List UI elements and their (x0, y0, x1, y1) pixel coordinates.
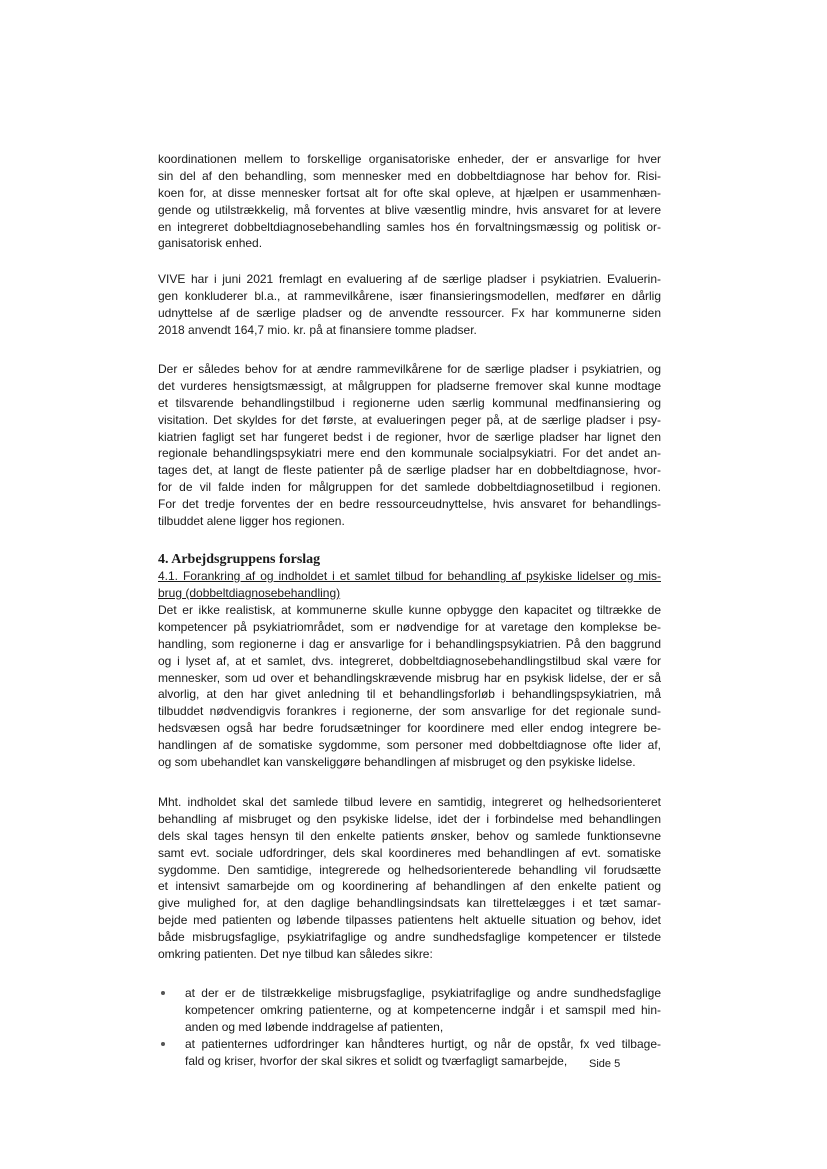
bullet-item (158, 985, 661, 1036)
text-line: koen for, at disse mennesker fortsat alt for ofte skal opleve, at hjælpen er usammenhæn- (158, 185, 661, 200)
text-line: både misbrugsfaglige, psykiatrifaglige og andre sundhedsfaglige kompetencer er tilstede (158, 930, 661, 945)
bullet-icon (161, 1042, 165, 1046)
text-line: gen konkluderer bl.a., at rammevilkårene, især finansieringsmodellen, medfører en dårlig (158, 288, 661, 303)
text-line: koordinationen mellem to forskellige organisatoriske enheder, der er ansvarlige for hver (158, 152, 661, 166)
subsection-heading (158, 568, 661, 602)
paragraph-content (158, 794, 661, 963)
text-line: behandling af misbruget og den psykiske lidelse, idet der i forbindelse med behandlingen (158, 811, 661, 826)
text-line: og i lyset af, at et samlet, dvs. integreret, dobbeltdiagnosebehandlingstilbud skal være for (158, 653, 661, 668)
text-line: at der er de tilstrækkelige misbrugsfaglige, psykiatrifaglige og andre sundhedsfaglige (185, 986, 661, 1000)
text-line: give mulighed for, at den daglige behandlingsindsats kan tilrettelægges i et tæt samar- (158, 896, 661, 911)
text-line: 4.1. Forankring af og indholdet i et samlet tilbud for behandling af psykiske lidelser og mis- (158, 569, 661, 583)
text-line: kompetencer på psykiatriområdet, som er nødvendige for at varetage den komplekse be- (158, 619, 661, 634)
text-line: at patienternes udfordringer kan håndteres hurtigt, og når de opstår, fx ved tilbage- (185, 1037, 661, 1051)
text-line: hedsvæsen også har bedre forudsætninger for koordinere med eller endog integrere be- (158, 721, 661, 736)
paragraph-coordination (158, 151, 661, 252)
text-line: Mht. indholdet skal det samlede tilbud levere en samtidig, integreret og helhedsorienteret (158, 795, 661, 809)
text-line: omkring patienten. Det nye tilbud kan således sikre: (158, 947, 433, 962)
text-line: regionale behandlingspsykiatri mere end den kommunale socialpsykiatri. For det andet an- (158, 446, 661, 461)
paragraph-vive-evaluation (158, 271, 661, 339)
text-line: alvorlig, at den har givet anledning til et behandlingsforløb i behandlingspsykiatrien, må (158, 687, 661, 702)
paragraph-framework-change (158, 361, 661, 530)
text-line: For det tredje forventes der en bedre ressourceudnyttelse, hvis ansvaret for behandlings- (158, 497, 661, 512)
text-line: anden og med løbende inddragelse af patienten, (185, 1019, 444, 1034)
text-line: tilbuddet alene ligger hos regionen. (158, 514, 345, 529)
bullet-item (158, 1036, 661, 1070)
text-line: mennesker, som ud over et behandlingskrævende misbrug har en psykisk lidelse, der er så (158, 670, 661, 685)
text-line: et tilsvarende behandlingstilbud i regionerne uden særlig kommunal medfinansiering og (158, 395, 661, 410)
text-line: Det er ikke realistisk, at kommunerne skulle kunne opbygge den kapacitet og tiltrække de (158, 603, 661, 617)
text-line: et intensivt samarbejde om og koordinering af behandlingen af den enkelte patient og (158, 879, 661, 894)
bullet-icon (161, 991, 165, 995)
text-line: gende og utilstrækkelig, må forventes at blive væsentlig mindre, hvis ansvaret for at levere (158, 202, 661, 217)
text-line: det vurderes hensigtsmæssigt, at målgruppen for pladserne fremover skal kunne modtage (158, 378, 661, 393)
text-line: kiatrien fagligt set har fungeret bedst i de regioner, hvor de særlige pladser har lignet den (158, 429, 661, 444)
text-line: sygdomme. Den samtidige, integrerede og helhedsorienterede behandling vil forudsætte (158, 862, 661, 877)
text-line: ganisatorisk enhed. (158, 236, 263, 251)
text-line: kompetencer omkring patienterne, og at kompetencerne indgår i et samspil med hin- (185, 1002, 661, 1017)
text-line: og som ubehandlet kan vanskeliggøre behandlingen af misbruget og den psykiske lidelse. (158, 755, 636, 770)
text-line: udnyttelse af de særlige pladser og de anvendte ressourcer. Fx har kommunerne siden (158, 305, 661, 320)
text-line: bejde med patienten og løbende tilpasses patientens helt aktuelle situation og behov, idet (158, 913, 661, 928)
text-line: tages det, at langt de fleste patienter på de særlige pladser har en dobbeltdiagnose, hvor- (158, 463, 661, 478)
text-line: dels skal tages hensyn til den enkelte patients ønsker, behov og samlede funktionsevne (158, 828, 661, 843)
text-line: samt evt. sociale udfordringer, dels skal koordineres med behandlingen af evt. somatiske (158, 845, 661, 860)
text-line: brug (dobbeltdiagnosebehandling) (158, 585, 341, 600)
text-line: handling, som regionerne i dag er ansvarlige for i behandlingspsykiatrien. På den baggrund (158, 636, 661, 651)
text-line: en integreret dobbeltdiagnosebehandling samles hos én forvaltningsmæssig og politisk or- (158, 219, 661, 234)
text-line: visitation. Det skyldes for det første, at evalueringen peger på, at de særlige pladser i psy- (158, 412, 661, 427)
text-line: for de vil falde inden for målgruppen for det samlede dobbeltdiagnosetilbud i regionen. (158, 480, 661, 495)
text-line: 2018 anvendt 164,7 mio. kr. på at finansiere tomme pladser. (158, 322, 477, 337)
text-line: Der er således behov for at ændre rammevilkårene for de særlige pladser i psykiatrien, og (158, 362, 661, 376)
text-line: handlingen af de somatiske sygdomme, som personer med dobbeltdiagnose ofte lider af, (158, 738, 661, 753)
page-number: Side 5 (589, 1058, 621, 1070)
paragraph-anchoring (158, 602, 661, 771)
section-heading: 4. Arbejdsgruppens forslag (158, 552, 321, 567)
text-line: fald og kriser, hvorfor der skal sikres et solidt og tværfagligt samarbejde, (185, 1053, 568, 1068)
text-line: sin del af den behandling, som mennesker med en dobbeltdiagnose har behov for. Risi- (158, 168, 661, 183)
text-line: VIVE har i juni 2021 fremlagt en evaluering af de særlige pladser i psykiatrien. Evaluerin- (158, 272, 661, 286)
text-line: tilbuddet nødvendigvis forankres i regionerne, der som ansvarlige for det regionale sund- (158, 704, 661, 719)
